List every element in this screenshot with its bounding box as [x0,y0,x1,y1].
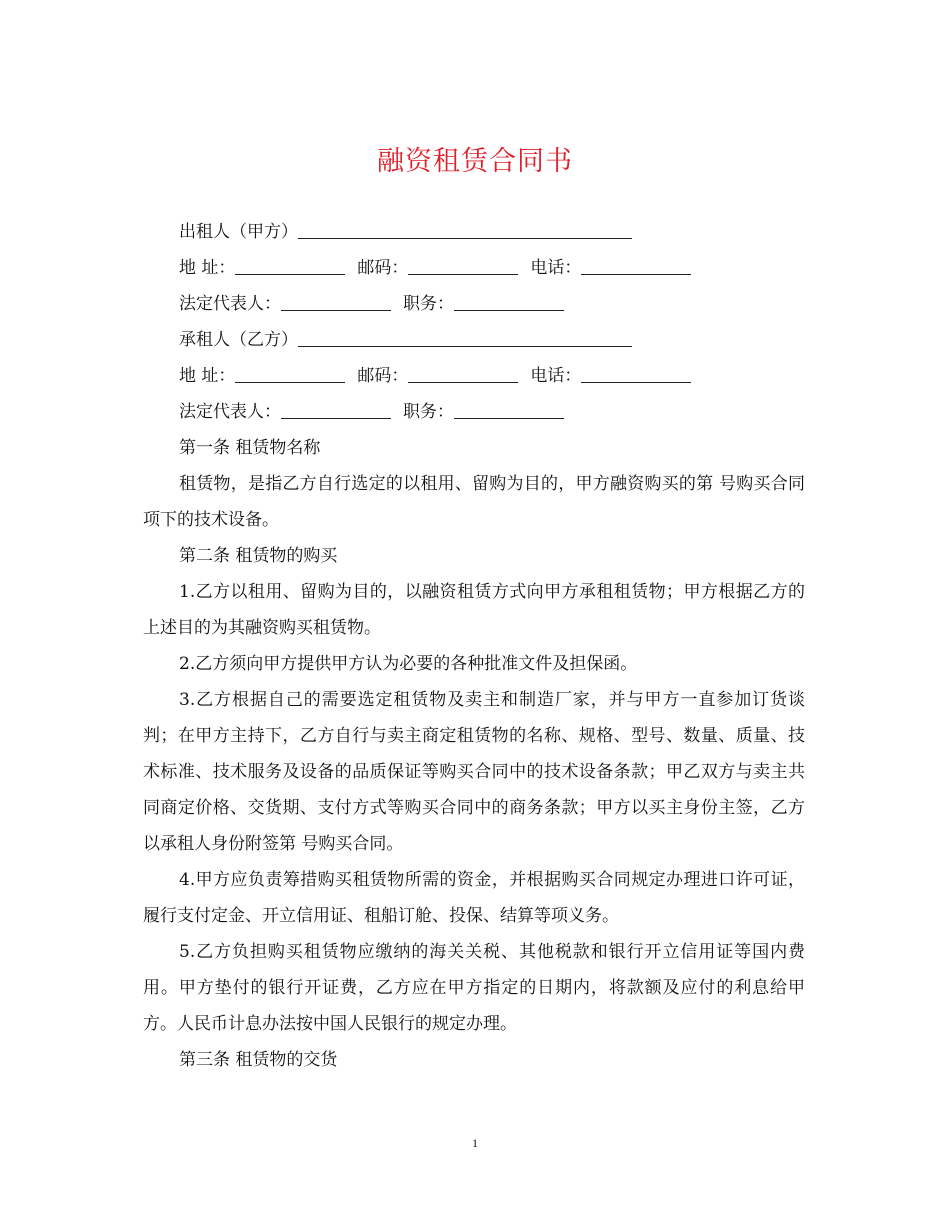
lessor-name-field [298,218,632,239]
lessee-postcode-field [408,362,518,383]
lessor-address-label: 地 址： [179,258,236,278]
lessee-phone-label: 电话： [530,366,582,386]
lessee-rep-label: 法定代表人： [179,402,281,422]
lessor-rep-line [143,286,805,322]
document-body [143,214,805,1078]
lessor-phone-field [581,254,691,275]
article-3-heading: 第三条 租赁物的交货 [179,1050,338,1070]
article-2-clause-3: 3.乙方根据自己的需要选定租赁物及卖主和制造厂家，并与甲方一直参加订货谈判；在甲方主持下，乙方自行与卖主商定租赁物的名称、规格、型号、数量、质量、技术标准、技术服务及设备的品质保证等购买合同中的技术设备条款；甲乙双方与卖主共同商定价格、交货期、支付方式等购买合同中的商务条款；甲方以买主身份主签，乙方以承租人身份附签第 号购买合同。 [143,690,805,854]
lessor-address-field [235,254,345,275]
lessee-title-field [454,398,564,419]
article-2-clause-1: 1.乙方以租用、留购为目的，以融资租赁方式向甲方承租租赁物；甲方根据乙方的上述目的为其融资购买租赁物。 [143,582,805,638]
lessor-phone-label: 电话： [530,258,582,278]
lessee-postcode-label: 邮码： [357,366,409,386]
lessor-rep-field [281,290,391,311]
lessee-contact-line [143,358,805,394]
page-number: 1 [472,1136,478,1150]
lessee-title-label: 职务： [403,402,454,422]
lessee-address-label: 地 址： [179,366,236,386]
article-2-heading: 第二条 租赁物的购买 [179,546,338,566]
article-1-text: 租赁物，是指乙方自行选定的以租用、留购为目的，甲方融资购买的第 号购买合同项下的技术设备。 [143,474,805,530]
article-2-clause-4: 4.甲方应负责筹措购买租赁物所需的资金，并根据购买合同规定办理进口许可证，履行支付定金、开立信用证、租船订舱、投保、结算等项义务。 [143,870,805,926]
lessor-line [143,214,805,250]
lessor-title-field [454,290,564,311]
lessor-postcode-field [408,254,518,275]
article-2-clause-2: 2.乙方须向甲方提供甲方认为必要的各种批准文件及担保函。 [179,654,638,674]
lessee-rep-field [281,398,391,419]
lessor-label: 出租人（甲方） [179,222,298,242]
lessor-title-label: 职务： [403,294,454,314]
lessor-rep-label: 法定代表人： [179,294,281,314]
article-2-clause-5: 5.乙方负担购买租赁物应缴纳的海关关税、其他税款和银行开立信用证等国内费用。甲方垫付的银行开证费，乙方应在甲方指定的日期内，将款额及应付的利息给甲方。人民币计息办法按中国人民银行的规定办理。 [143,942,805,1034]
lessor-contact-line [143,250,805,286]
lessee-address-field [235,362,345,383]
lessee-rep-line [143,394,805,430]
lessee-phone-field [581,362,691,383]
lessee-name-field [298,326,632,347]
lessee-label: 承租人（乙方） [179,330,298,350]
article-1-heading: 第一条 租赁物名称 [179,438,321,458]
lessor-postcode-label: 邮码： [357,258,409,278]
lessee-line [143,322,805,358]
document-title: 融资租赁合同书 [377,146,573,177]
